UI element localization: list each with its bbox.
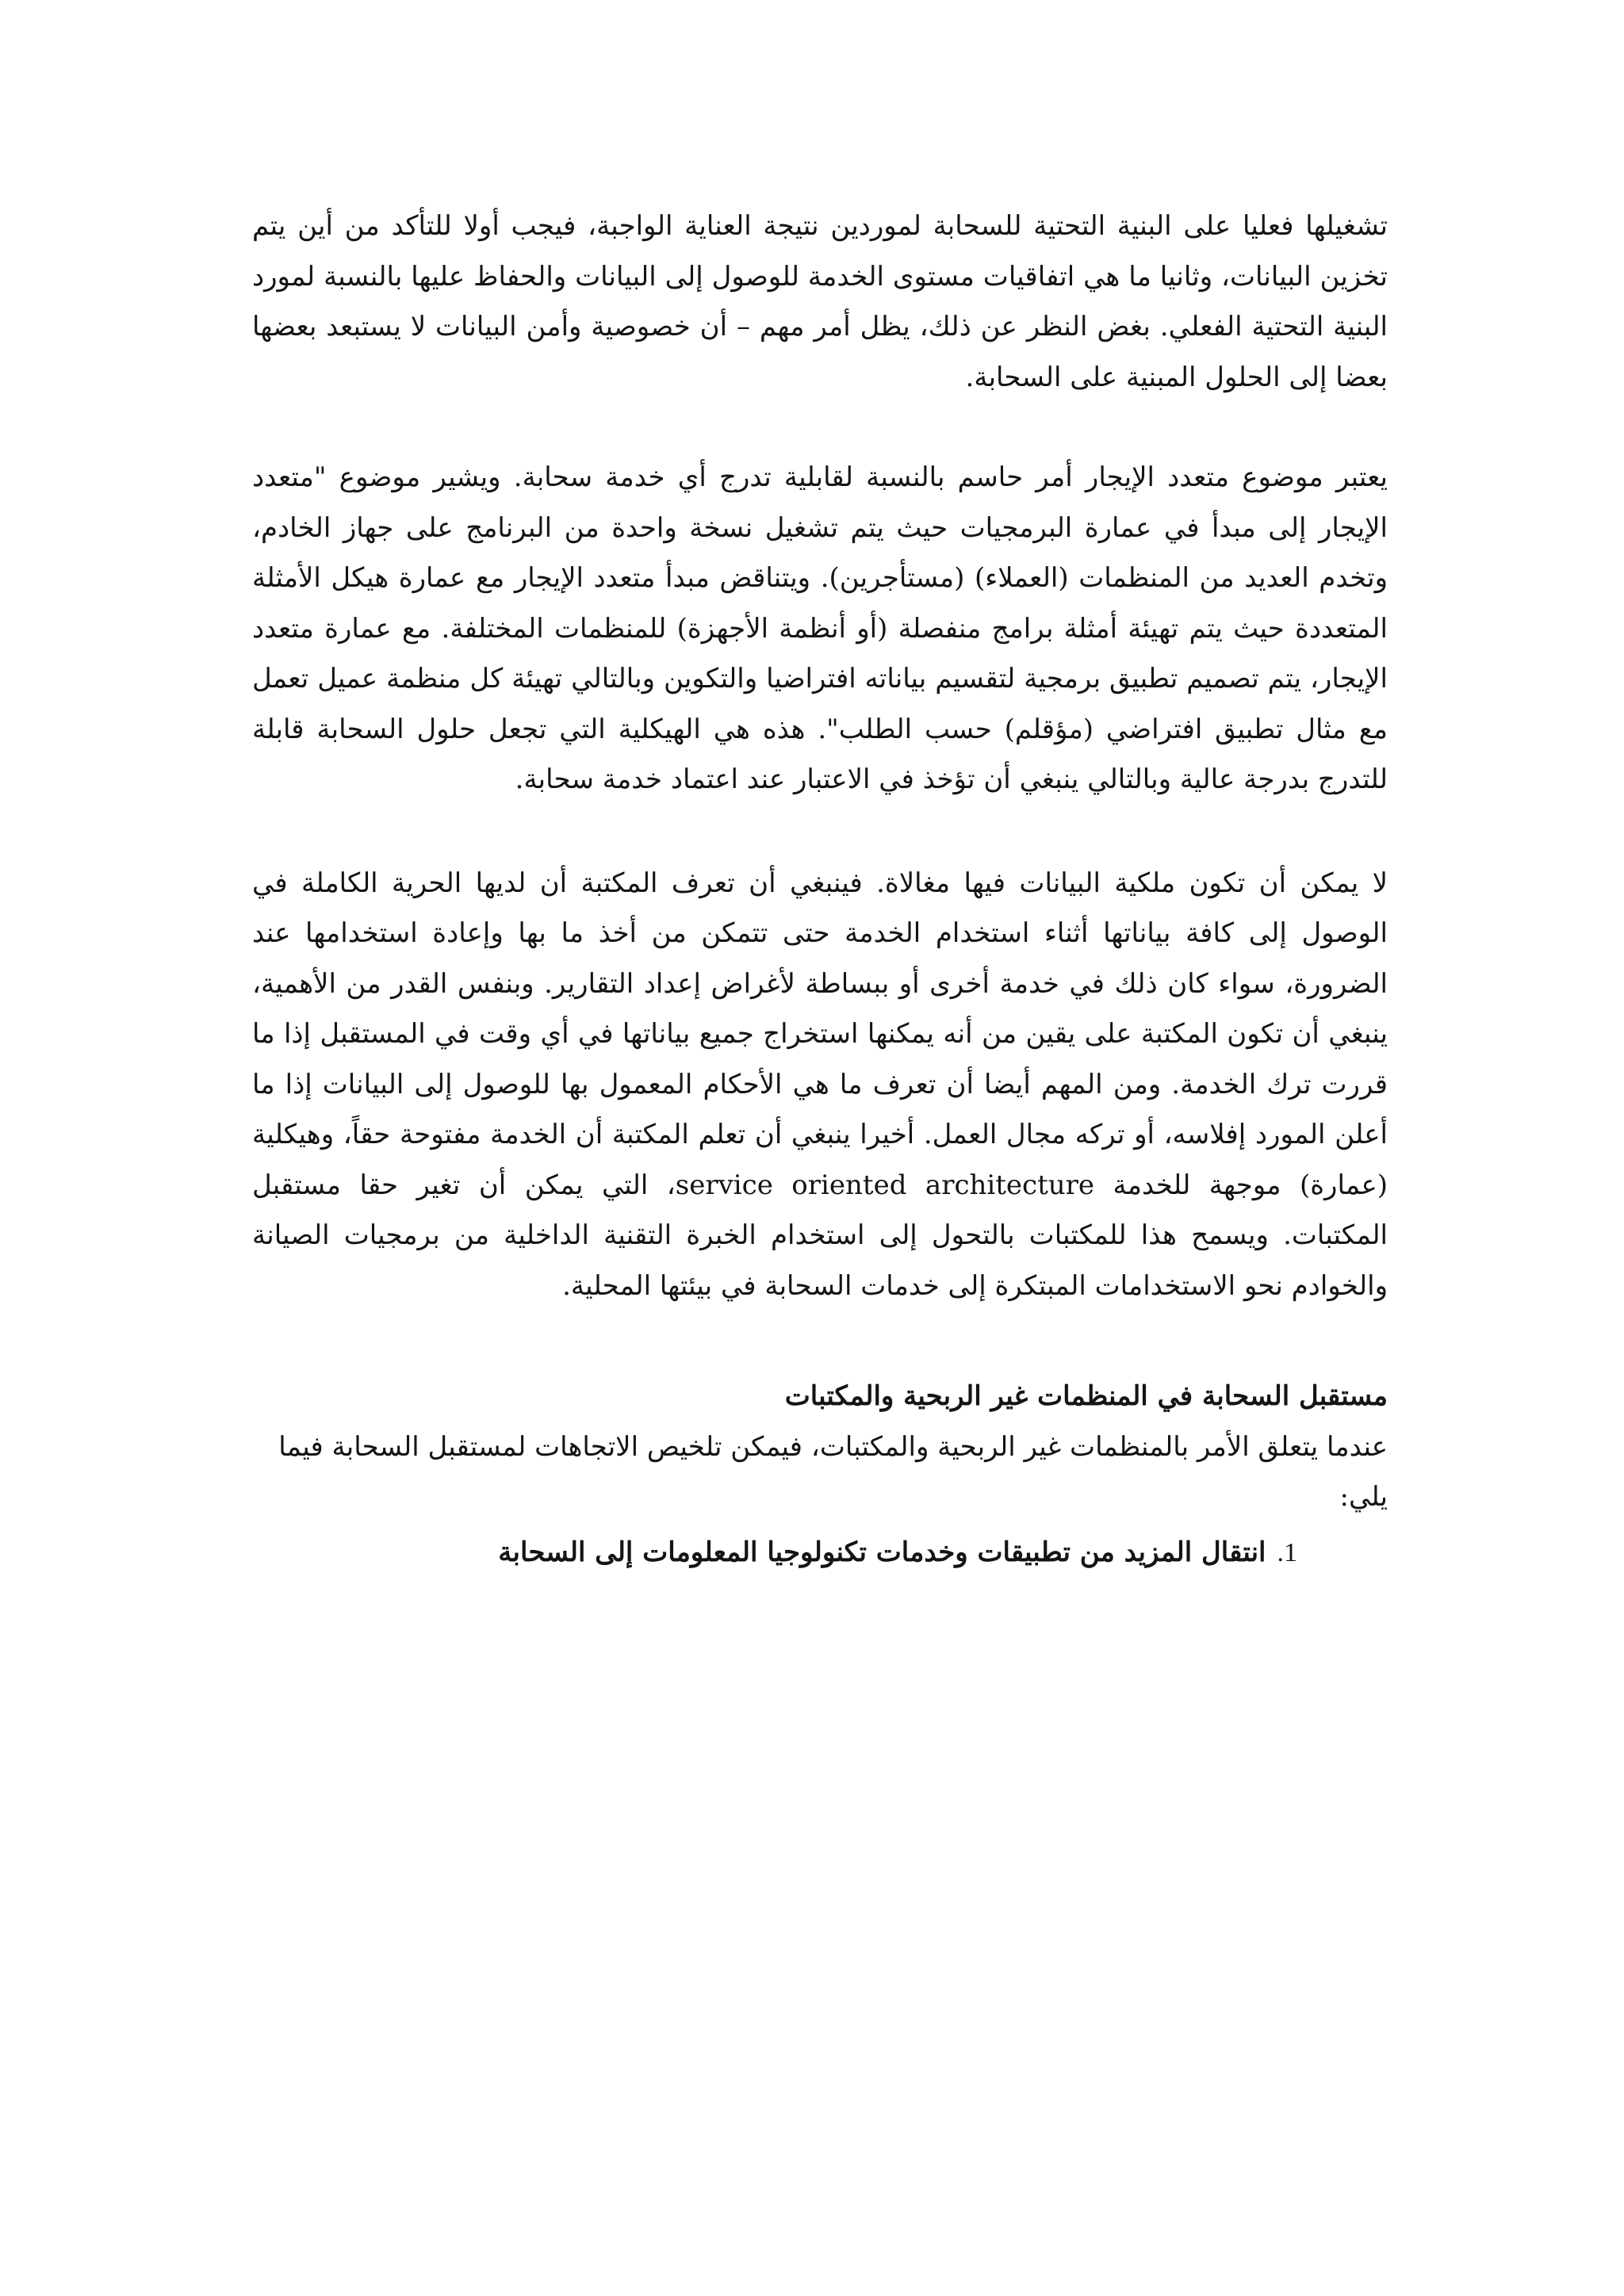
section-heading: مستقبل السحابة في المنظمات غير الربحية والمكتبات [784, 1380, 1388, 1412]
paragraph-data-location: تشغيلها فعليا على البنية التحتية للسحابة لموردين نتيجة العناية الواجبة، فيجب أولا للتأكد من أين يتم تخزين البيانات، وثانيا ما هي اتفاقيات مستوى الخدمة للوصول إلى البيانات والحفاظ عليها بالنسبة لمورد البنية التحتية الفعلي. بغض النظر عن ذلك، يظل أمر مهم – أن خصوصية وأمن البيانات لا يستبعد بعضها بعضا إلى الحلول المبنية على السحابة. [252, 210, 1388, 393]
trend-list [252, 1528, 1388, 1578]
section-intro: عندما يتعلق الأمر بالمنظمات غير الربحية والمكتبات، فيمكن تلخيص الاتجاهات لمستقبل السحابة فيما يلي: [278, 1430, 1388, 1513]
list-item-number: 1. [1277, 1537, 1297, 1567]
list-item [252, 1528, 1388, 1578]
paragraph-data-ownership: لا يمكن أن تكون ملكية البيانات فيها مغالاة. فينبغي أن تعرف المكتبة أن لديها الحرية الكاملة في الوصول إلى كافة بياناتها أثناء استخدام الخدمة حتى تتمكن من أخذ ما بها وإعادة استخدامها عند الضرورة، سواء كان ذلك في خدمة أخرى أو ببساطة لأغراض إعداد التقارير. وبنفس القدر من الأهمية، ينبغي أن تكون المكتبة على يقين من أنه يمكنها استخراج جميع بياناتها في أي وقت في المستقبل إذا ما قررت ترك الخدمة. ومن المهم أيضا أن تعرف ما هي الأحكام المعمول بها للوصول إلى البيانات إذا ما أعلن المورد إفلاسه، أو تركه مجال العمل. أخيرا ينبغي أن تعلم المكتبة أن الخدمة مفتوحة حقاً، وهيكلية (عمارة) موجهة للخدمة service oriented architecture، التي يمكن أن تغير حقا مستقبل المكتبات. ويسمح هذا للمكتبات بالتحول إلى استخدام الخبرة التقنية الداخلية من برمجيات الصيانة والخوادم نحو الاستخدامات المبتكرة إلى خدمات السحابة في بيئتها المحلية. [252, 867, 1388, 1302]
document-body [252, 190, 1388, 1578]
paragraph-multi-tenancy: يعتبر موضوع متعدد الإيجار أمر حاسم بالنسبة لقابلية تدرج أي خدمة سحابة. ويشير موضوع "متعدد الإيجار إلى مبدأ في عمارة البرمجيات حيث يتم تشغيل نسخة واحدة من البرنامج على جهاز الخادم، وتخدم العديد من المنظمات (العملاء) (مستأجرين). ويتناقض مبدأ متعدد الإيجار مع عمارة هيكل الأمثلة المتعددة حيث يتم تهيئة أمثلة برامج منفصلة (أو أنظمة الأجهزة) للمنظمات المختلفة. مع عمارة متعدد الإيجار، يتم تصميم تطبيق برمجية لتقسيم بياناته افتراضيا والتكوين وبالتالي تهيئة كل منظمة عميل تعمل مع مثال تطبيق افتراضي (مؤقلم) حسب الطلب". هذه هي الهيكلية التي تجعل حلول السحابة قابلة للتدرج بدرجة عالية وبالتالي ينبغي أن تؤخذ في الاعتبار عند اعتماد خدمة سحابة. [252, 461, 1388, 795]
list-item-text: انتقال المزيد من تطبيقات وخدمات تكنولوجيا المعلومات إلى السحابة [498, 1536, 1266, 1568]
